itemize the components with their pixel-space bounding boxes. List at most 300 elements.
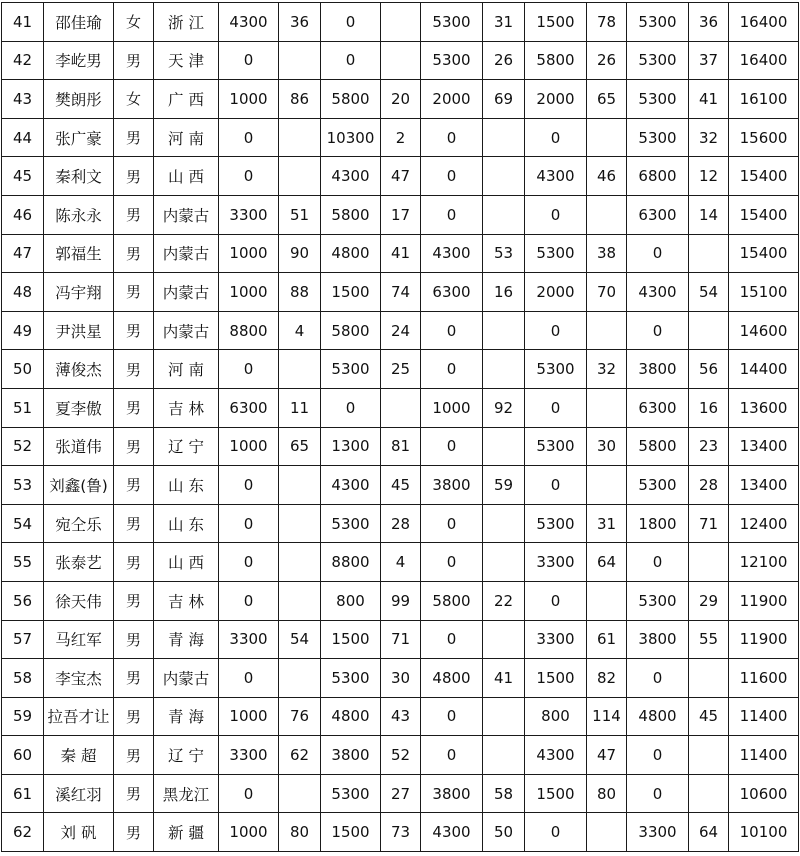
score-cell: 3800 — [627, 620, 689, 659]
rank-cell: 12 — [689, 157, 729, 196]
rank-cell: 59 — [483, 466, 525, 505]
rank-cell: 56 — [689, 350, 729, 389]
rank-cell: 22 — [483, 581, 525, 620]
score-cell: 0 — [219, 659, 279, 698]
score-cell: 0 — [219, 350, 279, 389]
rank-cell: 30 — [587, 427, 627, 466]
score-cell: 6800 — [627, 157, 689, 196]
score-cell: 0 — [321, 41, 381, 80]
rank-cell: 80 — [587, 774, 627, 813]
rank-cell: 80 — [279, 813, 321, 852]
rank-number-cell: 45 — [2, 157, 44, 196]
rank-cell — [483, 736, 525, 775]
rank-cell: 41 — [483, 659, 525, 698]
rank-number-cell: 43 — [2, 80, 44, 119]
rank-cell: 54 — [689, 273, 729, 312]
rank-cell: 64 — [587, 543, 627, 582]
score-cell: 5300 — [627, 80, 689, 119]
rank-cell: 17 — [381, 195, 421, 234]
score-cell: 5300 — [627, 41, 689, 80]
score-cell: 1000 — [219, 697, 279, 736]
rank-cell: 38 — [587, 234, 627, 273]
rank-number-cell: 41 — [2, 3, 44, 42]
rank-cell: 61 — [587, 620, 627, 659]
total-score-cell: 10600 — [729, 774, 799, 813]
table-row — [2, 273, 799, 312]
score-cell: 4800 — [321, 697, 381, 736]
score-cell: 5300 — [525, 234, 587, 273]
score-cell: 1000 — [219, 427, 279, 466]
rank-cell: 54 — [279, 620, 321, 659]
rank-cell — [279, 350, 321, 389]
rank-cell: 99 — [381, 581, 421, 620]
rank-cell: 82 — [587, 659, 627, 698]
rank-cell: 31 — [483, 3, 525, 42]
table-row — [2, 813, 799, 852]
score-cell: 4800 — [627, 697, 689, 736]
rank-number-cell: 53 — [2, 466, 44, 505]
score-cell: 0 — [627, 543, 689, 582]
table-row — [2, 427, 799, 466]
rank-cell: 36 — [689, 3, 729, 42]
athlete-name-cell: 张广豪 — [44, 118, 114, 157]
rank-cell: 28 — [381, 504, 421, 543]
score-cell: 3300 — [627, 813, 689, 852]
rank-cell: 62 — [279, 736, 321, 775]
athlete-name-cell: 邵佳瑜 — [44, 3, 114, 42]
table-row — [2, 620, 799, 659]
score-cell: 0 — [219, 466, 279, 505]
rank-number-cell: 56 — [2, 581, 44, 620]
score-cell: 0 — [421, 311, 483, 350]
score-cell: 0 — [321, 388, 381, 427]
rank-cell — [587, 311, 627, 350]
province-cell: 山 东 — [154, 504, 219, 543]
total-score-cell: 14600 — [729, 311, 799, 350]
score-cell: 0 — [219, 118, 279, 157]
rank-cell: 71 — [381, 620, 421, 659]
gender-cell: 女 — [114, 80, 154, 119]
rank-cell — [483, 543, 525, 582]
rank-cell: 74 — [381, 273, 421, 312]
gender-cell: 男 — [114, 620, 154, 659]
rank-cell — [279, 41, 321, 80]
rank-number-cell: 47 — [2, 234, 44, 273]
rank-cell: 46 — [587, 157, 627, 196]
score-cell: 0 — [421, 350, 483, 389]
score-cell: 3300 — [219, 195, 279, 234]
score-cell: 0 — [421, 620, 483, 659]
province-cell: 天 津 — [154, 41, 219, 80]
rank-cell: 29 — [689, 581, 729, 620]
rank-cell — [587, 813, 627, 852]
total-score-cell: 15400 — [729, 157, 799, 196]
gender-cell: 男 — [114, 157, 154, 196]
rank-cell — [587, 388, 627, 427]
total-score-cell: 13400 — [729, 466, 799, 505]
gender-cell: 男 — [114, 350, 154, 389]
rank-cell — [483, 157, 525, 196]
table-row — [2, 41, 799, 80]
rank-cell: 16 — [483, 273, 525, 312]
rank-cell — [483, 620, 525, 659]
total-score-cell: 11900 — [729, 581, 799, 620]
rank-cell: 32 — [689, 118, 729, 157]
score-cell: 6300 — [421, 273, 483, 312]
gender-cell: 男 — [114, 697, 154, 736]
rank-cell — [279, 466, 321, 505]
rank-number-cell: 46 — [2, 195, 44, 234]
score-cell: 5300 — [525, 504, 587, 543]
score-cell: 0 — [525, 118, 587, 157]
rank-cell: 65 — [279, 427, 321, 466]
score-cell: 0 — [321, 3, 381, 42]
rank-cell — [689, 234, 729, 273]
rank-cell: 45 — [381, 466, 421, 505]
rank-cell — [689, 736, 729, 775]
athlete-name-cell: 郭福生 — [44, 234, 114, 273]
rank-cell: 32 — [587, 350, 627, 389]
score-cell: 0 — [525, 466, 587, 505]
score-cell: 4300 — [421, 234, 483, 273]
rank-cell: 25 — [381, 350, 421, 389]
score-cell: 5300 — [525, 350, 587, 389]
rank-cell — [587, 195, 627, 234]
score-cell: 5300 — [627, 581, 689, 620]
gender-cell: 男 — [114, 273, 154, 312]
rank-cell — [587, 581, 627, 620]
athlete-name-cell: 秦 超 — [44, 736, 114, 775]
gender-cell: 男 — [114, 195, 154, 234]
table-row — [2, 311, 799, 350]
score-cell: 1300 — [321, 427, 381, 466]
score-cell: 1000 — [219, 273, 279, 312]
province-cell: 浙 江 — [154, 3, 219, 42]
total-score-cell: 10100 — [729, 813, 799, 852]
score-cell: 0 — [627, 736, 689, 775]
rank-cell — [483, 195, 525, 234]
gender-cell: 男 — [114, 659, 154, 698]
score-cell: 4800 — [321, 234, 381, 273]
rank-cell: 11 — [279, 388, 321, 427]
rank-cell: 41 — [689, 80, 729, 119]
rank-cell — [381, 388, 421, 427]
rank-number-cell: 58 — [2, 659, 44, 698]
athlete-name-cell: 夏李傲 — [44, 388, 114, 427]
rank-cell: 92 — [483, 388, 525, 427]
score-cell: 0 — [219, 581, 279, 620]
score-cell: 2000 — [421, 80, 483, 119]
athlete-name-cell: 溪红羽 — [44, 774, 114, 813]
score-cell: 3800 — [321, 736, 381, 775]
rank-cell: 36 — [279, 3, 321, 42]
province-cell: 辽 宁 — [154, 736, 219, 775]
total-score-cell: 14400 — [729, 350, 799, 389]
gender-cell: 男 — [114, 543, 154, 582]
province-cell: 山 东 — [154, 466, 219, 505]
gender-cell: 男 — [114, 388, 154, 427]
table-row — [2, 118, 799, 157]
rank-cell — [279, 659, 321, 698]
score-cell: 1000 — [219, 80, 279, 119]
score-cell: 10300 — [321, 118, 381, 157]
rank-cell: 24 — [381, 311, 421, 350]
rank-cell: 45 — [689, 697, 729, 736]
rank-cell: 31 — [587, 504, 627, 543]
rank-cell: 27 — [381, 774, 421, 813]
province-cell: 内蒙古 — [154, 234, 219, 273]
score-cell: 4300 — [525, 157, 587, 196]
province-cell: 山 西 — [154, 543, 219, 582]
gender-cell: 男 — [114, 581, 154, 620]
rank-number-cell: 52 — [2, 427, 44, 466]
score-cell: 0 — [525, 388, 587, 427]
table-row — [2, 195, 799, 234]
score-cell: 0 — [421, 118, 483, 157]
province-cell: 青 海 — [154, 697, 219, 736]
gender-cell: 男 — [114, 118, 154, 157]
rank-cell — [279, 774, 321, 813]
score-cell: 5800 — [627, 427, 689, 466]
rank-number-cell: 50 — [2, 350, 44, 389]
gender-cell: 男 — [114, 736, 154, 775]
score-cell: 3800 — [421, 466, 483, 505]
score-cell: 0 — [525, 581, 587, 620]
gender-cell: 女 — [114, 3, 154, 42]
rank-cell: 26 — [483, 41, 525, 80]
rank-cell: 69 — [483, 80, 525, 119]
score-cell: 1500 — [321, 273, 381, 312]
province-cell: 新 疆 — [154, 813, 219, 852]
rank-cell: 86 — [279, 80, 321, 119]
province-cell: 黑龙江 — [154, 774, 219, 813]
score-cell: 3300 — [525, 543, 587, 582]
score-cell: 0 — [627, 311, 689, 350]
rank-cell: 4 — [279, 311, 321, 350]
score-cell: 4300 — [421, 813, 483, 852]
rank-cell: 4 — [381, 543, 421, 582]
total-score-cell: 11600 — [729, 659, 799, 698]
province-cell: 辽 宁 — [154, 427, 219, 466]
score-cell: 5300 — [627, 3, 689, 42]
score-cell: 1000 — [421, 388, 483, 427]
province-cell: 吉 林 — [154, 581, 219, 620]
score-cell: 6300 — [627, 195, 689, 234]
total-score-cell: 13600 — [729, 388, 799, 427]
table-row — [2, 697, 799, 736]
rank-number-cell: 44 — [2, 118, 44, 157]
table-row — [2, 234, 799, 273]
score-cell: 3800 — [627, 350, 689, 389]
rank-number-cell: 60 — [2, 736, 44, 775]
athlete-name-cell: 樊朗彤 — [44, 80, 114, 119]
total-score-cell: 13400 — [729, 427, 799, 466]
score-cell: 1500 — [525, 659, 587, 698]
rank-cell: 41 — [381, 234, 421, 273]
score-cell: 2000 — [525, 80, 587, 119]
rank-cell: 26 — [587, 41, 627, 80]
rank-cell: 53 — [483, 234, 525, 273]
score-cell: 5800 — [321, 311, 381, 350]
rank-number-cell: 42 — [2, 41, 44, 80]
rank-number-cell: 49 — [2, 311, 44, 350]
rank-cell — [587, 466, 627, 505]
table-row — [2, 80, 799, 119]
province-cell: 河 南 — [154, 118, 219, 157]
score-cell: 5300 — [321, 659, 381, 698]
table-row — [2, 581, 799, 620]
total-score-cell: 16100 — [729, 80, 799, 119]
total-score-cell: 16400 — [729, 3, 799, 42]
gender-cell: 男 — [114, 813, 154, 852]
rank-number-cell: 61 — [2, 774, 44, 813]
rank-number-cell: 54 — [2, 504, 44, 543]
table-row — [2, 3, 799, 42]
score-cell: 5300 — [627, 466, 689, 505]
score-cell: 0 — [421, 157, 483, 196]
total-score-cell: 15100 — [729, 273, 799, 312]
gender-cell: 男 — [114, 466, 154, 505]
rank-cell: 50 — [483, 813, 525, 852]
score-cell: 4300 — [627, 273, 689, 312]
total-score-cell: 15600 — [729, 118, 799, 157]
athlete-name-cell: 李屹男 — [44, 41, 114, 80]
rank-cell: 51 — [279, 195, 321, 234]
athlete-name-cell: 张泰艺 — [44, 543, 114, 582]
table-row — [2, 736, 799, 775]
rank-cell — [483, 311, 525, 350]
score-cell: 0 — [421, 543, 483, 582]
gender-cell: 男 — [114, 41, 154, 80]
score-cell: 0 — [421, 697, 483, 736]
score-cell: 8800 — [321, 543, 381, 582]
rank-cell — [483, 350, 525, 389]
score-cell: 0 — [219, 157, 279, 196]
rank-cell — [689, 659, 729, 698]
rank-cell: 28 — [689, 466, 729, 505]
athlete-name-cell: 张道伟 — [44, 427, 114, 466]
score-cell: 5300 — [321, 504, 381, 543]
score-cell: 1500 — [525, 3, 587, 42]
score-cell: 0 — [219, 41, 279, 80]
rank-cell — [483, 427, 525, 466]
total-score-cell: 15400 — [729, 234, 799, 273]
rank-cell — [381, 41, 421, 80]
province-cell: 河 南 — [154, 350, 219, 389]
province-cell: 山 西 — [154, 157, 219, 196]
table-row — [2, 157, 799, 196]
score-cell: 5800 — [421, 581, 483, 620]
rank-cell: 52 — [381, 736, 421, 775]
score-cell: 800 — [525, 697, 587, 736]
score-cell: 0 — [219, 774, 279, 813]
rank-cell: 37 — [689, 41, 729, 80]
athlete-name-cell: 刘鑫(鲁) — [44, 466, 114, 505]
athlete-name-cell: 尹洪星 — [44, 311, 114, 350]
total-score-cell: 15400 — [729, 195, 799, 234]
rank-cell: 58 — [483, 774, 525, 813]
athlete-name-cell: 秦利文 — [44, 157, 114, 196]
rank-cell — [381, 3, 421, 42]
score-cell: 5800 — [321, 80, 381, 119]
total-score-cell: 11400 — [729, 697, 799, 736]
score-cell: 1500 — [321, 620, 381, 659]
score-cell: 5300 — [627, 118, 689, 157]
score-cell: 5300 — [321, 350, 381, 389]
total-score-cell: 12100 — [729, 543, 799, 582]
rank-cell — [279, 543, 321, 582]
table-row — [2, 466, 799, 505]
score-cell: 3300 — [219, 620, 279, 659]
score-cell: 3800 — [421, 774, 483, 813]
rank-cell: 65 — [587, 80, 627, 119]
score-cell: 4300 — [525, 736, 587, 775]
table-row — [2, 659, 799, 698]
score-cell: 1000 — [219, 234, 279, 273]
score-cell: 4300 — [321, 466, 381, 505]
athlete-name-cell: 拉吾才让 — [44, 697, 114, 736]
athlete-name-cell: 李宝杰 — [44, 659, 114, 698]
rank-cell — [483, 697, 525, 736]
rank-cell — [689, 774, 729, 813]
score-cell: 0 — [421, 427, 483, 466]
province-cell: 广 西 — [154, 80, 219, 119]
score-cell: 0 — [627, 659, 689, 698]
rank-number-cell: 51 — [2, 388, 44, 427]
rank-number-cell: 55 — [2, 543, 44, 582]
score-cell: 6300 — [219, 388, 279, 427]
rank-cell: 114 — [587, 697, 627, 736]
rank-cell — [689, 543, 729, 582]
score-cell: 1500 — [525, 774, 587, 813]
gender-cell: 男 — [114, 427, 154, 466]
rank-cell: 90 — [279, 234, 321, 273]
score-cell: 2000 — [525, 273, 587, 312]
score-cell: 1000 — [219, 813, 279, 852]
athlete-name-cell: 刘 矾 — [44, 813, 114, 852]
score-cell: 5800 — [321, 195, 381, 234]
score-cell: 5300 — [321, 774, 381, 813]
score-cell: 8800 — [219, 311, 279, 350]
score-cell: 5800 — [525, 41, 587, 80]
province-cell: 青 海 — [154, 620, 219, 659]
score-cell: 3300 — [219, 736, 279, 775]
rank-cell: 55 — [689, 620, 729, 659]
rank-cell: 81 — [381, 427, 421, 466]
rank-cell: 47 — [587, 736, 627, 775]
score-cell: 5300 — [525, 427, 587, 466]
score-cell: 5300 — [421, 41, 483, 80]
score-cell: 0 — [219, 504, 279, 543]
total-score-cell: 12400 — [729, 504, 799, 543]
athlete-name-cell: 陈永永 — [44, 195, 114, 234]
score-cell: 0 — [219, 543, 279, 582]
score-cell: 4300 — [321, 157, 381, 196]
score-cell: 1500 — [321, 813, 381, 852]
score-cell: 6300 — [627, 388, 689, 427]
score-cell: 3300 — [525, 620, 587, 659]
gender-cell: 男 — [114, 234, 154, 273]
rank-number-cell: 48 — [2, 273, 44, 312]
rank-number-cell: 62 — [2, 813, 44, 852]
athlete-name-cell: 徐天伟 — [44, 581, 114, 620]
score-cell: 0 — [421, 195, 483, 234]
rank-cell — [483, 118, 525, 157]
rank-cell — [587, 118, 627, 157]
score-cell: 0 — [421, 736, 483, 775]
total-score-cell: 16400 — [729, 41, 799, 80]
rank-cell: 64 — [689, 813, 729, 852]
